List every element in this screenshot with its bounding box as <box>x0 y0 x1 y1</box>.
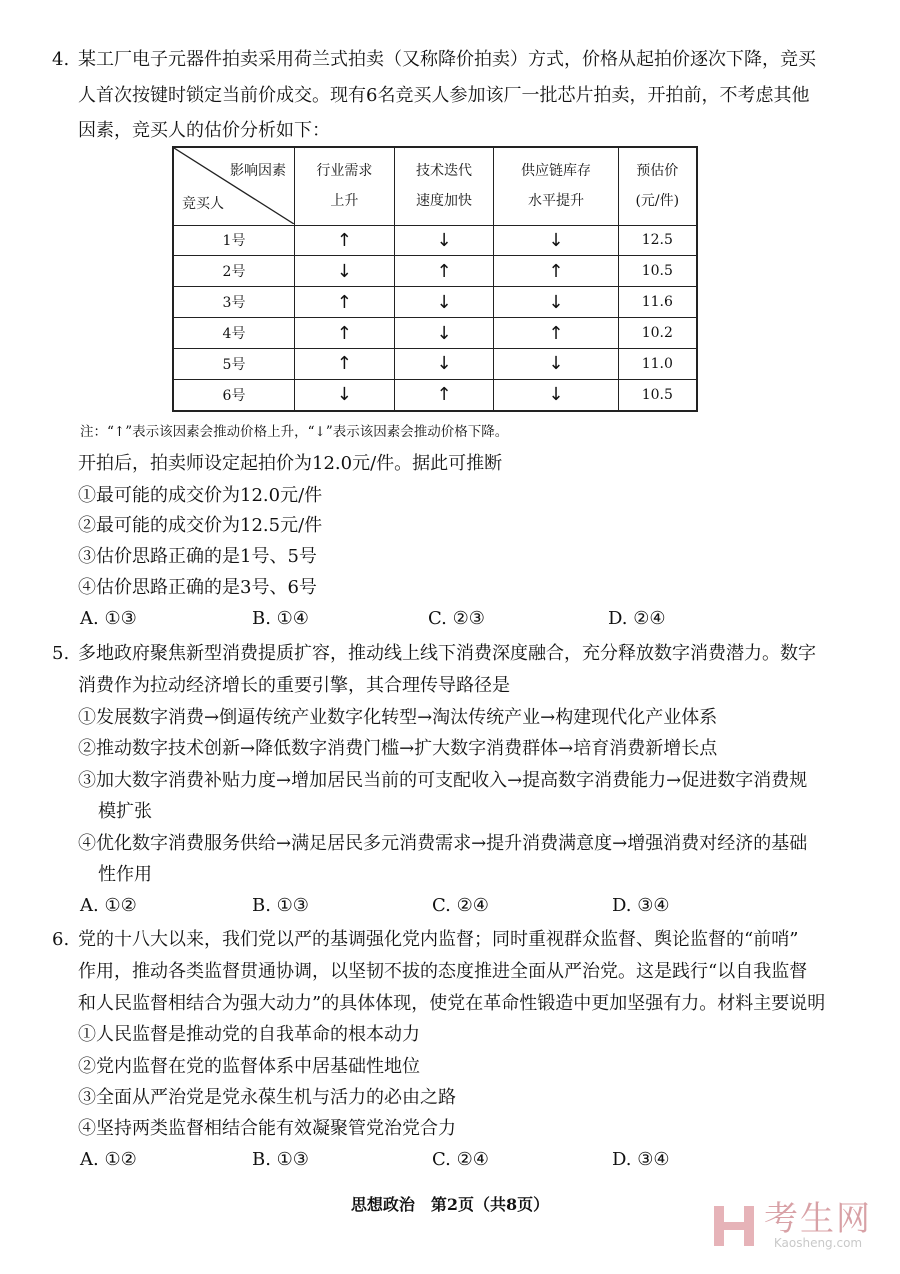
arrow-icon: ↓ <box>494 379 618 411</box>
arrow-icon: ↓ <box>394 287 494 318</box>
watermark-logo-icon <box>712 1202 756 1250</box>
arrow-icon: ↑ <box>295 349 395 380</box>
q6-line-3: 和人民监督相结合为强大动力”的具体体现，使党在革命性锻造中更加坚强有力。材料主要说明 <box>78 993 826 1014</box>
q4-option-a: A. ①③ <box>80 608 137 629</box>
header-supply: 供应链库存 水平提升 <box>494 147 618 225</box>
q5-option-a: A. ①② <box>80 895 137 916</box>
table-row: 6号 ↓ ↑ ↓ 10.5 <box>173 379 697 411</box>
table-note: 注：“↑”表示该因素会推动价格上升，“↓”表示该因素会推动价格下降。 <box>80 424 509 440</box>
q5-option-b: B. ①③ <box>252 895 309 916</box>
q4-line-3: 因素，竞买人的估价分析如下： <box>78 120 330 141</box>
header-tech: 技术迭代 速度加快 <box>394 147 494 225</box>
table-row: 1号 ↑ ↓ ↓ 12.5 <box>173 225 697 256</box>
arrow-icon: ↑ <box>394 379 494 411</box>
q4-item-1: ①最可能的成交价为12.0元/件 <box>78 485 323 506</box>
q4-number: 4. <box>52 49 70 70</box>
watermark-name: 考生网 <box>764 1199 872 1239</box>
header-price: 预估价 (元/件) <box>618 147 697 225</box>
header-demand: 行业需求 上升 <box>295 147 395 225</box>
arrow-icon: ↓ <box>494 349 618 380</box>
q6-item-2: ②党内监督在党的监督体系中居基础性地位 <box>78 1056 420 1077</box>
bidder-table <box>172 146 698 412</box>
q4-line-1: 4. 某工厂电子元器件拍卖采用荷兰式拍卖（又称降价拍卖）方式，价格从起拍价逐次下降，竞买 <box>52 49 816 70</box>
arrow-icon: ↓ <box>494 225 618 256</box>
q6-number: 6. <box>52 929 70 950</box>
table-row: 4号 ↑ ↓ ↑ 10.2 <box>173 318 697 349</box>
q6-item-4: ④坚持两类监督相结合能有效凝聚管党治党合力 <box>78 1118 456 1139</box>
q6-line-1: 6. 党的十八大以来，我们党以严的基调强化党内监督；同时重视群众监督、舆论监督的“前哨” <box>52 929 799 950</box>
table-header-row <box>173 147 697 225</box>
arrow-icon: ↓ <box>494 287 618 318</box>
table-row: 5号 ↑ ↓ ↓ 11.0 <box>173 349 697 380</box>
q6-option-c: C. ②④ <box>432 1149 489 1170</box>
q5-item-4: ④优化数字消费服务供给→满足居民多元消费需求→提升消费满意度→增强消费对经济的基础 <box>78 833 808 854</box>
q5-item-2: ②推动数字技术创新→降低数字消费门槛→扩大数字消费群体→培育消费新增长点 <box>78 738 718 759</box>
q6-item-1: ①人民监督是推动党的自我革命的根本动力 <box>78 1024 420 1045</box>
q5-item-3-cont: 模扩张 <box>98 801 152 822</box>
q5-line-1: 5. 多地政府聚焦新型消费提质扩容，推动线上线下消费深度融合，充分释放数字消费潜力。数字 <box>52 643 816 664</box>
page-footer: 思想政治 第2页（共8页） <box>350 1195 550 1214</box>
arrow-icon: ↑ <box>295 287 395 318</box>
q5-item-3: ③加大数字消费补贴力度→增加居民当前的可支配收入→提高数字消费能力→促进数字消费规 <box>78 770 808 791</box>
arrow-icon: ↓ <box>295 379 395 411</box>
q5-option-d: D. ③④ <box>612 895 670 916</box>
q4-option-d: D. ②④ <box>608 608 666 629</box>
table-row: 2号 ↓ ↑ ↑ 10.5 <box>173 256 697 287</box>
arrow-icon: ↑ <box>295 225 395 256</box>
q4-item-2: ②最可能的成交价为12.5元/件 <box>78 515 323 536</box>
corner-top-label: 影响因素 <box>230 163 286 179</box>
watermark-text-block <box>764 1199 872 1250</box>
q5-number: 5. <box>52 643 70 664</box>
q5-item-4-cont: 性作用 <box>98 864 152 885</box>
arrow-icon: ↑ <box>295 318 395 349</box>
table-row: 3号 ↑ ↓ ↓ 11.6 <box>173 287 697 318</box>
q4-option-b: B. ①④ <box>252 608 309 629</box>
arrow-icon: ↓ <box>394 318 494 349</box>
arrow-icon: ↓ <box>295 256 395 287</box>
arrow-icon: ↑ <box>494 318 618 349</box>
q6-option-d: D. ③④ <box>612 1149 670 1170</box>
q6-option-b: B. ①③ <box>252 1149 309 1170</box>
watermark-domain: Kaosheng.com <box>773 1236 863 1250</box>
q5-line-2: 消费作为拉动经济增长的重要引擎，其合理传导路径是 <box>78 675 510 696</box>
q6-option-a: A. ①② <box>80 1149 137 1170</box>
arrow-icon: ↑ <box>494 256 618 287</box>
q4-line-2: 人首次按键时锁定当前价成交。现有6名竞买人参加该厂一批芯片拍卖，开拍前，不考虑其他 <box>78 85 810 106</box>
corner-bottom-label: 竞买人 <box>182 195 224 212</box>
q4-after-text: 开拍后，拍卖师设定起拍价为12.0元/件。据此可推断 <box>78 453 503 474</box>
watermark <box>712 1199 872 1250</box>
table-corner-cell <box>173 147 295 225</box>
arrow-icon: ↓ <box>394 349 494 380</box>
q6-line-2: 作用，推动各类监督贯通协调，以坚韧不拔的态度推进全面从严治党。这是践行“以自我监督 <box>78 961 808 982</box>
q4-item-4: ④估价思路正确的是3号、6号 <box>78 577 317 598</box>
q5-item-1: ①发展数字消费→倒逼传统产业数字化转型→淘汰传统产业→构建现代化产业体系 <box>78 707 718 728</box>
q4-option-c: C. ②③ <box>428 608 485 629</box>
arrow-icon: ↑ <box>394 256 494 287</box>
q4-item-3: ③估价思路正确的是1号、5号 <box>78 546 317 567</box>
q6-item-3: ③全面从严治党是党永葆生机与活力的必由之路 <box>78 1087 456 1108</box>
q5-option-c: C. ②④ <box>432 895 489 916</box>
arrow-icon: ↓ <box>394 225 494 256</box>
